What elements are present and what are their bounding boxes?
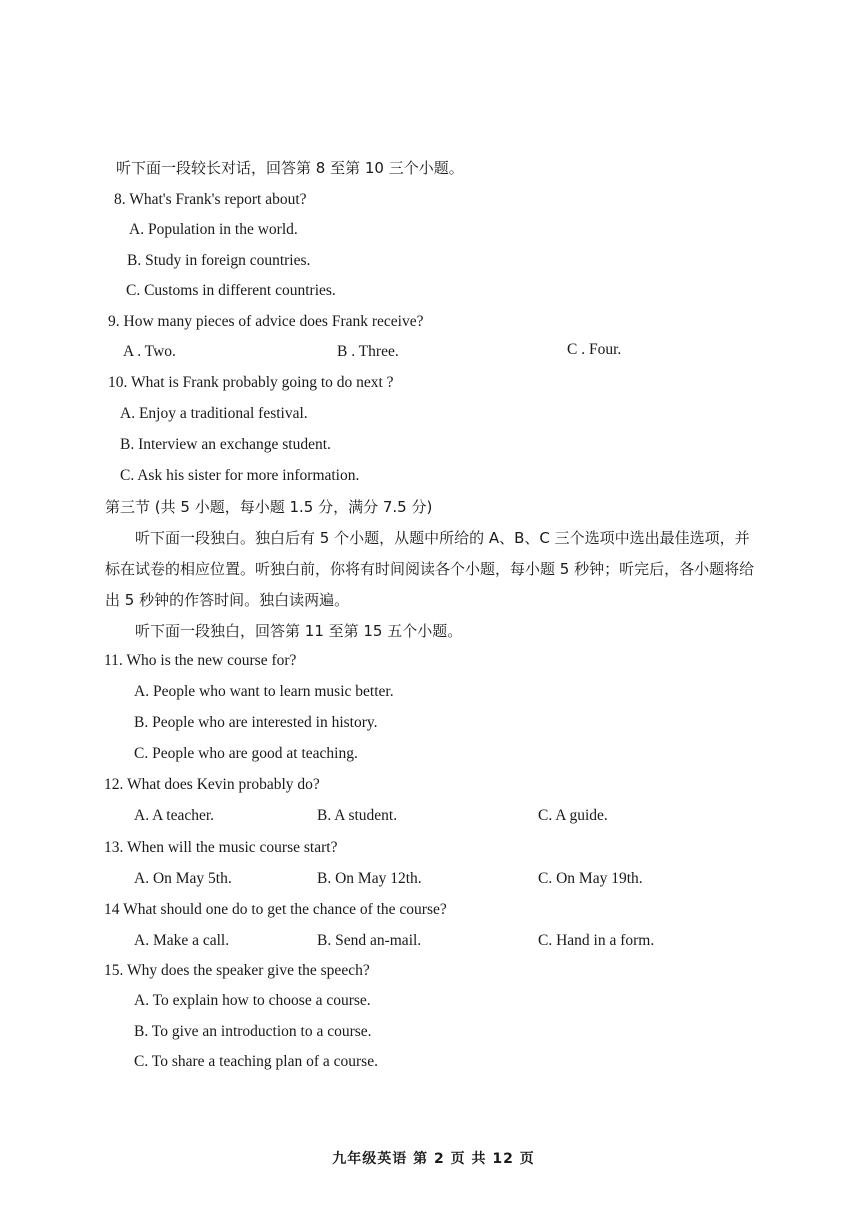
question-15-option-b: B. To give an introduction to a course.: [134, 1023, 372, 1040]
question-8-option-c: C. Customs in different countries.: [126, 282, 336, 299]
question-8-stem: 8. What's Frank's report about?: [114, 191, 307, 208]
question-15-stem: 15. Why does the speaker give the speech?: [104, 962, 370, 979]
question-9-option-b: B . Three.: [337, 343, 399, 360]
question-13-option-b: B. On May 12th.: [317, 870, 422, 887]
question-13-option-c: C. On May 19th.: [538, 870, 643, 887]
question-9-option-c: C . Four.: [567, 341, 622, 358]
question-8-option-b: B. Study in foreign countries.: [127, 252, 311, 269]
question-14-option-c: C. Hand in a form.: [538, 932, 655, 949]
question-10-option-c: C. Ask his sister for more information.: [120, 467, 360, 484]
question-11-option-b: B. People who are interested in history.: [134, 714, 378, 731]
section-3-directions: 听下面一段独白。独白后有 5 个小题，从题中所给的 A、B、C 三个选项中选出最佳选项，并标在试卷的相应位置。听独白前，你将有时间阅读各个小题，每小题 5 秒钟；听完后，各小题将给出 5 秒钟的作答时间。独白读两遍。: [105, 529, 755, 609]
question-15-option-a: A. To explain how to choose a course.: [134, 992, 371, 1009]
question-15-option-c: C. To share a teaching plan of a course.: [134, 1053, 378, 1070]
question-12-option-a: A. A teacher.: [134, 807, 215, 824]
question-12-option-b: B. A student.: [317, 807, 398, 824]
question-10-option-b: B. Interview an exchange student.: [120, 436, 331, 453]
question-14-stem: 14 What should one do to get the chance of the course?: [104, 901, 447, 918]
question-10-option-a: A. Enjoy a traditional festival.: [120, 405, 308, 422]
question-9-stem: 9. How many pieces of advice does Frank receive?: [108, 313, 424, 330]
question-12-stem: 12. What does Kevin probably do?: [104, 776, 320, 793]
question-9-option-a: A . Two.: [123, 343, 176, 360]
question-14-option-a: A. Make a call.: [134, 932, 230, 949]
question-14-option-b: B. Send an-mail.: [317, 932, 422, 949]
question-11-option-a: A. People who want to learn music better.: [134, 683, 394, 700]
question-13-stem: 13. When will the music course start?: [104, 839, 338, 856]
question-8-option-a: A. Population in the world.: [129, 221, 298, 238]
instruction-q11-15: 听下面一段独白，回答第 11 至第 15 五个小题。: [135, 622, 463, 640]
question-11-stem: 11. Who is the new course for?: [104, 652, 297, 669]
question-13-option-a: A. On May 5th.: [134, 870, 232, 887]
question-10-stem: 10. What is Frank probably going to do next ?: [108, 374, 394, 391]
section-3-heading: 第三节 (共 5 小题，每小题 1.5 分，满分 7.5 分): [105, 498, 433, 516]
instruction-q8-10: 听下面一段较长对话，回答第 8 至第 10 三个小题。: [116, 159, 464, 177]
question-12-option-c: C. A guide.: [538, 807, 608, 824]
question-11-option-c: C. People who are good at teaching.: [134, 745, 358, 762]
page-footer: 九年级英语 第 2 页 共 12 页: [332, 1151, 535, 1167]
